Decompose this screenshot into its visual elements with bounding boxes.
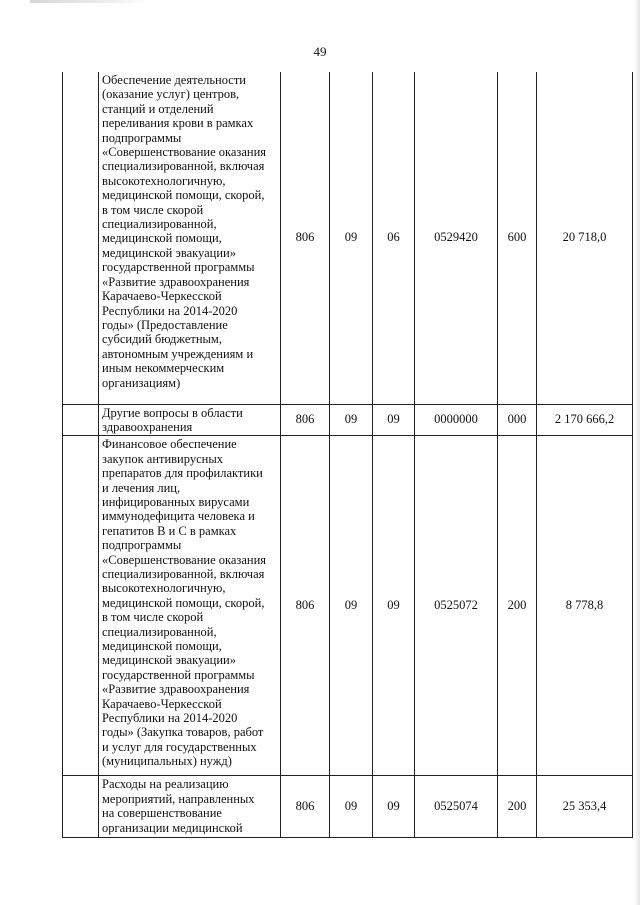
row-number-cell (63, 404, 99, 436)
row-number-cell (63, 72, 99, 404)
row-name: Обеспечение деятельности (оказание услуг) центров, станций и отделений переливания крови в рамках подпрограммы «Совершенствование оказания специализированной, включая высокотехнологичную, медицинской помощи, скорой, в том числе скорой специализированной, медицинской помощи, медицинской эвакуации» государственной программы «Развитие здравоохранения Карачаево-Черкесской Республики на 2014-2020 годы» (Предоставление субсидий бюджетным, автономным учреждениям и иным некоммерческим организациям) (99, 72, 281, 404)
amount: 25 353,4 (537, 776, 633, 838)
target-code: 0525072 (415, 436, 498, 776)
expense-type-code: 600 (498, 72, 537, 404)
amount: 20 718,0 (537, 72, 633, 404)
section-code: 09 (330, 404, 373, 436)
section-code: 09 (330, 436, 373, 776)
section-code: 09 (330, 776, 373, 838)
subsection-code: 09 (373, 776, 415, 838)
subsection-code: 09 (373, 404, 415, 436)
ministry-code: 806 (281, 72, 330, 404)
target-code: 0525074 (415, 776, 498, 838)
amount: 8 778,8 (537, 436, 633, 776)
scan-artifact (30, 0, 150, 3)
row-name: Расходы на реализацию мероприятий, направленных на совершенствование организации медицинской (99, 776, 281, 838)
row-number-cell (63, 776, 99, 838)
page-edge-shadow (634, 0, 640, 905)
ministry-code: 806 (281, 436, 330, 776)
table-row (63, 72, 633, 404)
expense-type-code: 000 (498, 404, 537, 436)
row-name: Другие вопросы в области здравоохранения (99, 404, 281, 436)
table-row (63, 436, 633, 776)
row-name: Финансовое обеспечение закупок антивирусных препаратов для профилактики и лечения лиц, инфицированных вирусами иммунодефицита человека и гепатитов В и С в рамках подпрограммы «Совершенствование оказания специализированной, включая высокотехнологичную, медицинской помощи, скорой, в том числе скорой специализированной, медицинской помощи, медицинской эвакуации» государственной программы «Развитие здравоохранения Карачаево-Черкесской Республики на 2014-2020 годы» (Закупка товаров, работ и услуг для государственных (муниципальных) нужд) (99, 436, 281, 776)
page-number: 49 (313, 44, 327, 59)
expense-type-code: 200 (498, 436, 537, 776)
subsection-code: 06 (373, 72, 415, 404)
subsection-code: 09 (373, 436, 415, 776)
target-code: 0529420 (415, 72, 498, 404)
expense-type-code: 200 (498, 776, 537, 838)
target-code: 0000000 (415, 404, 498, 436)
row-number-cell (63, 436, 99, 776)
section-code: 09 (330, 72, 373, 404)
table-row (63, 776, 633, 838)
table-row (63, 404, 633, 436)
ministry-code: 806 (281, 776, 330, 838)
budget-table (62, 72, 633, 838)
ministry-code: 806 (281, 404, 330, 436)
amount: 2 170 666,2 (537, 404, 633, 436)
